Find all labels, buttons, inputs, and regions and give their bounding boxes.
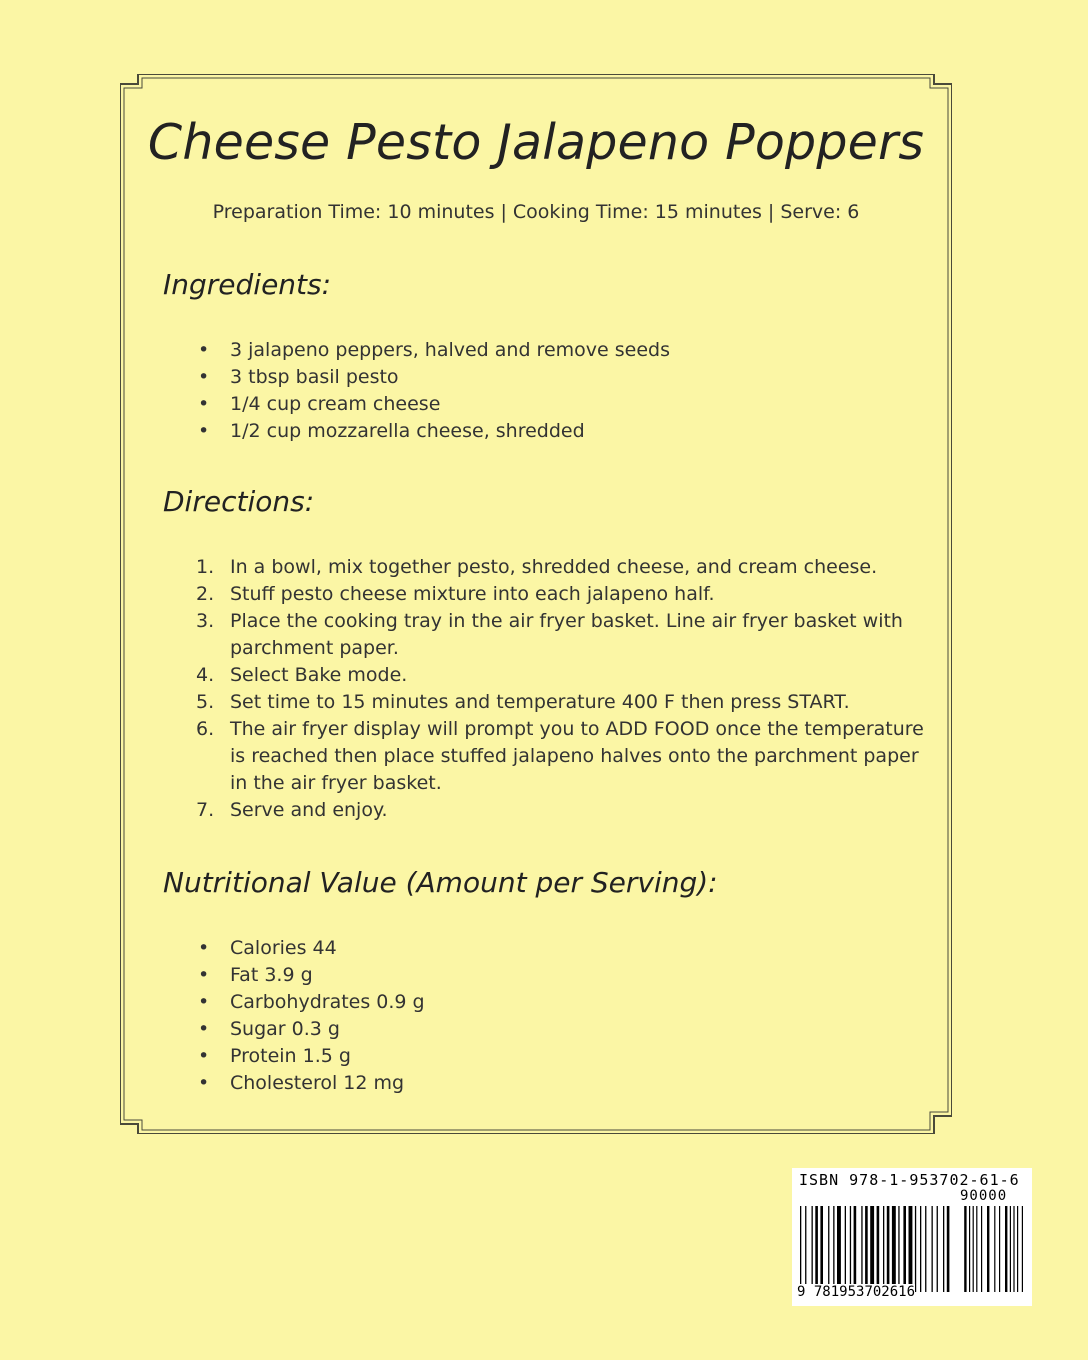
- barcode-bar: [805, 1206, 806, 1292]
- barcode-bar: [909, 1206, 913, 1292]
- nutrition-list: [198, 935, 928, 1097]
- bullet: •: [198, 1045, 210, 1067]
- ean-first-digit: 9: [797, 1284, 806, 1300]
- barcode-bar: [1010, 1206, 1011, 1292]
- list-item: [198, 962, 928, 989]
- ingredient-text: 1/4 cup cream cheese: [230, 393, 441, 415]
- barcode-bar: [987, 1206, 989, 1292]
- step-text: Set time to 15 minutes and temperature 400 F then press START.: [230, 691, 850, 713]
- list-item: [198, 608, 928, 662]
- ean-left-group: 781953: [813, 1284, 865, 1300]
- barcode-bar: [820, 1206, 823, 1292]
- barcode-bar: [947, 1206, 950, 1292]
- step-text: Select Bake mode.: [230, 664, 408, 686]
- recipe-title: Cheese Pesto Jalapeno Poppers: [147, 114, 925, 171]
- barcode-bar: [964, 1206, 966, 1292]
- bullet: •: [198, 1072, 210, 1094]
- barcode-bar: [903, 1206, 906, 1292]
- step-number: 7.: [196, 799, 215, 821]
- barcode-bar: [845, 1206, 846, 1292]
- step-number: 2.: [196, 583, 215, 605]
- nutrition-text: Carbohydrates 0.9 g: [230, 991, 425, 1013]
- nutrition-text: Protein 1.5 g: [230, 1045, 351, 1067]
- barcode-bar: [861, 1206, 862, 1292]
- ean-digits: [797, 1284, 915, 1300]
- step-text: The air fryer display will prompt you to ADD FOOD once the temperature is reached then place stuffed jalapeno halves onto the parchment paper in the air fryer basket.: [230, 718, 924, 794]
- barcode-bar: [999, 1206, 1000, 1292]
- barcode-bar: [981, 1206, 982, 1292]
- barcode-bar: [976, 1206, 977, 1292]
- barcode-bar: [925, 1206, 926, 1292]
- barcode-bar: [854, 1206, 857, 1292]
- step-number: 4.: [196, 664, 215, 686]
- list-item: [198, 1043, 928, 1070]
- barcode-bar: [994, 1206, 995, 1292]
- barcode-bar: [969, 1206, 970, 1292]
- barcode-bar: [1017, 1206, 1018, 1292]
- recipe-content: [120, 74, 952, 1134]
- step-number: 1.: [196, 556, 215, 578]
- barcode-bar: [943, 1206, 944, 1292]
- barcode-bar: [898, 1206, 899, 1292]
- barcode-bar: [932, 1206, 933, 1292]
- bullet: •: [198, 1018, 210, 1040]
- bullet: •: [198, 937, 210, 959]
- list-item: [198, 418, 928, 445]
- servings: Serve: 6: [780, 201, 860, 223]
- list-item: [198, 716, 928, 797]
- ingredients-list: [198, 337, 928, 445]
- bullet: •: [198, 339, 210, 361]
- bullet: •: [198, 393, 210, 415]
- barcode-bar: [1005, 1206, 1007, 1292]
- barcode-bar: [1022, 1206, 1023, 1292]
- barcode-bar: [870, 1206, 874, 1292]
- ingredient-text: 1/2 cup mozzarella cheese, shredded: [230, 420, 585, 442]
- prep-time: Preparation Time: 10 minutes: [212, 201, 495, 223]
- bullet: •: [198, 420, 210, 442]
- list-item: [198, 1016, 928, 1043]
- barcode-bar: [833, 1206, 834, 1292]
- barcode-bar: [973, 1206, 974, 1292]
- barcode-bar: [887, 1206, 890, 1292]
- recipe-meta: [120, 201, 952, 223]
- bullet: •: [198, 366, 210, 388]
- list-item: [198, 662, 928, 689]
- isbn-barcode: [792, 1168, 1032, 1306]
- barcode-bar: [812, 1206, 813, 1292]
- barcode-bar: [883, 1206, 884, 1292]
- list-item: [198, 337, 928, 364]
- barcode-bar: [937, 1206, 938, 1292]
- nutrition-text: Cholesterol 12 mg: [230, 1072, 405, 1094]
- ingredients-heading: Ingredients:: [163, 268, 332, 301]
- barcode-bar: [815, 1206, 818, 1292]
- meta-separator: |: [500, 201, 507, 223]
- list-item: [198, 689, 928, 716]
- bullet: •: [198, 964, 210, 986]
- list-item: [198, 391, 928, 418]
- step-text: In a bowl, mix together pesto, shredded cheese, and cream cheese.: [230, 556, 878, 578]
- barcode-bars: [800, 1206, 1025, 1292]
- ingredient-text: 3 tbsp basil pesto: [230, 366, 399, 388]
- list-item: [198, 581, 928, 608]
- step-text: Serve and enjoy.: [230, 799, 388, 821]
- list-item: [198, 989, 928, 1016]
- nutrition-text: Sugar 0.3 g: [230, 1018, 340, 1040]
- list-item: [198, 797, 928, 824]
- barcode-bar: [892, 1206, 896, 1292]
- isbn-label: ISBN 978-1-953702-61-6: [799, 1171, 1020, 1189]
- meta-separator: |: [767, 201, 775, 223]
- barcode-bar: [877, 1206, 880, 1292]
- barcode-bar: [1013, 1206, 1014, 1292]
- step-number: 3.: [196, 610, 215, 632]
- price-code: 90000: [960, 1188, 1008, 1204]
- directions-list: [198, 554, 928, 824]
- list-item: [198, 364, 928, 391]
- nutrition-text: Fat 3.9 g: [230, 964, 313, 986]
- barcode-bar: [850, 1206, 851, 1292]
- step-text: Place the cooking tray in the air fryer basket. Line air fryer basket with parchment paper.: [230, 610, 903, 659]
- list-item: [198, 1070, 928, 1097]
- barcode-bar: [915, 1206, 916, 1292]
- recipe-frame: [120, 74, 952, 1134]
- bullet: •: [198, 991, 210, 1013]
- ean-right-group: 702616: [864, 1284, 916, 1300]
- barcode-bar: [920, 1206, 921, 1292]
- step-text: Stuff pesto cheese mixture into each jalapeno half.: [230, 583, 715, 605]
- barcode-bar: [837, 1206, 841, 1292]
- nutrition-text: Calories 44: [230, 937, 337, 959]
- cook-time: Cooking Time: 15 minutes: [512, 201, 762, 223]
- list-item: [198, 935, 928, 962]
- list-item: [198, 554, 928, 581]
- barcode-bar: [828, 1206, 829, 1292]
- barcode-bar: [865, 1206, 868, 1292]
- directions-heading: Directions:: [163, 485, 315, 518]
- ingredient-text: 3 jalapeno peppers, halved and remove seeds: [230, 339, 670, 361]
- step-number: 6.: [196, 718, 215, 740]
- barcode-bar: [800, 1206, 801, 1292]
- step-number: 5.: [196, 691, 215, 713]
- nutrition-heading: Nutritional Value (Amount per Serving):: [163, 866, 718, 899]
